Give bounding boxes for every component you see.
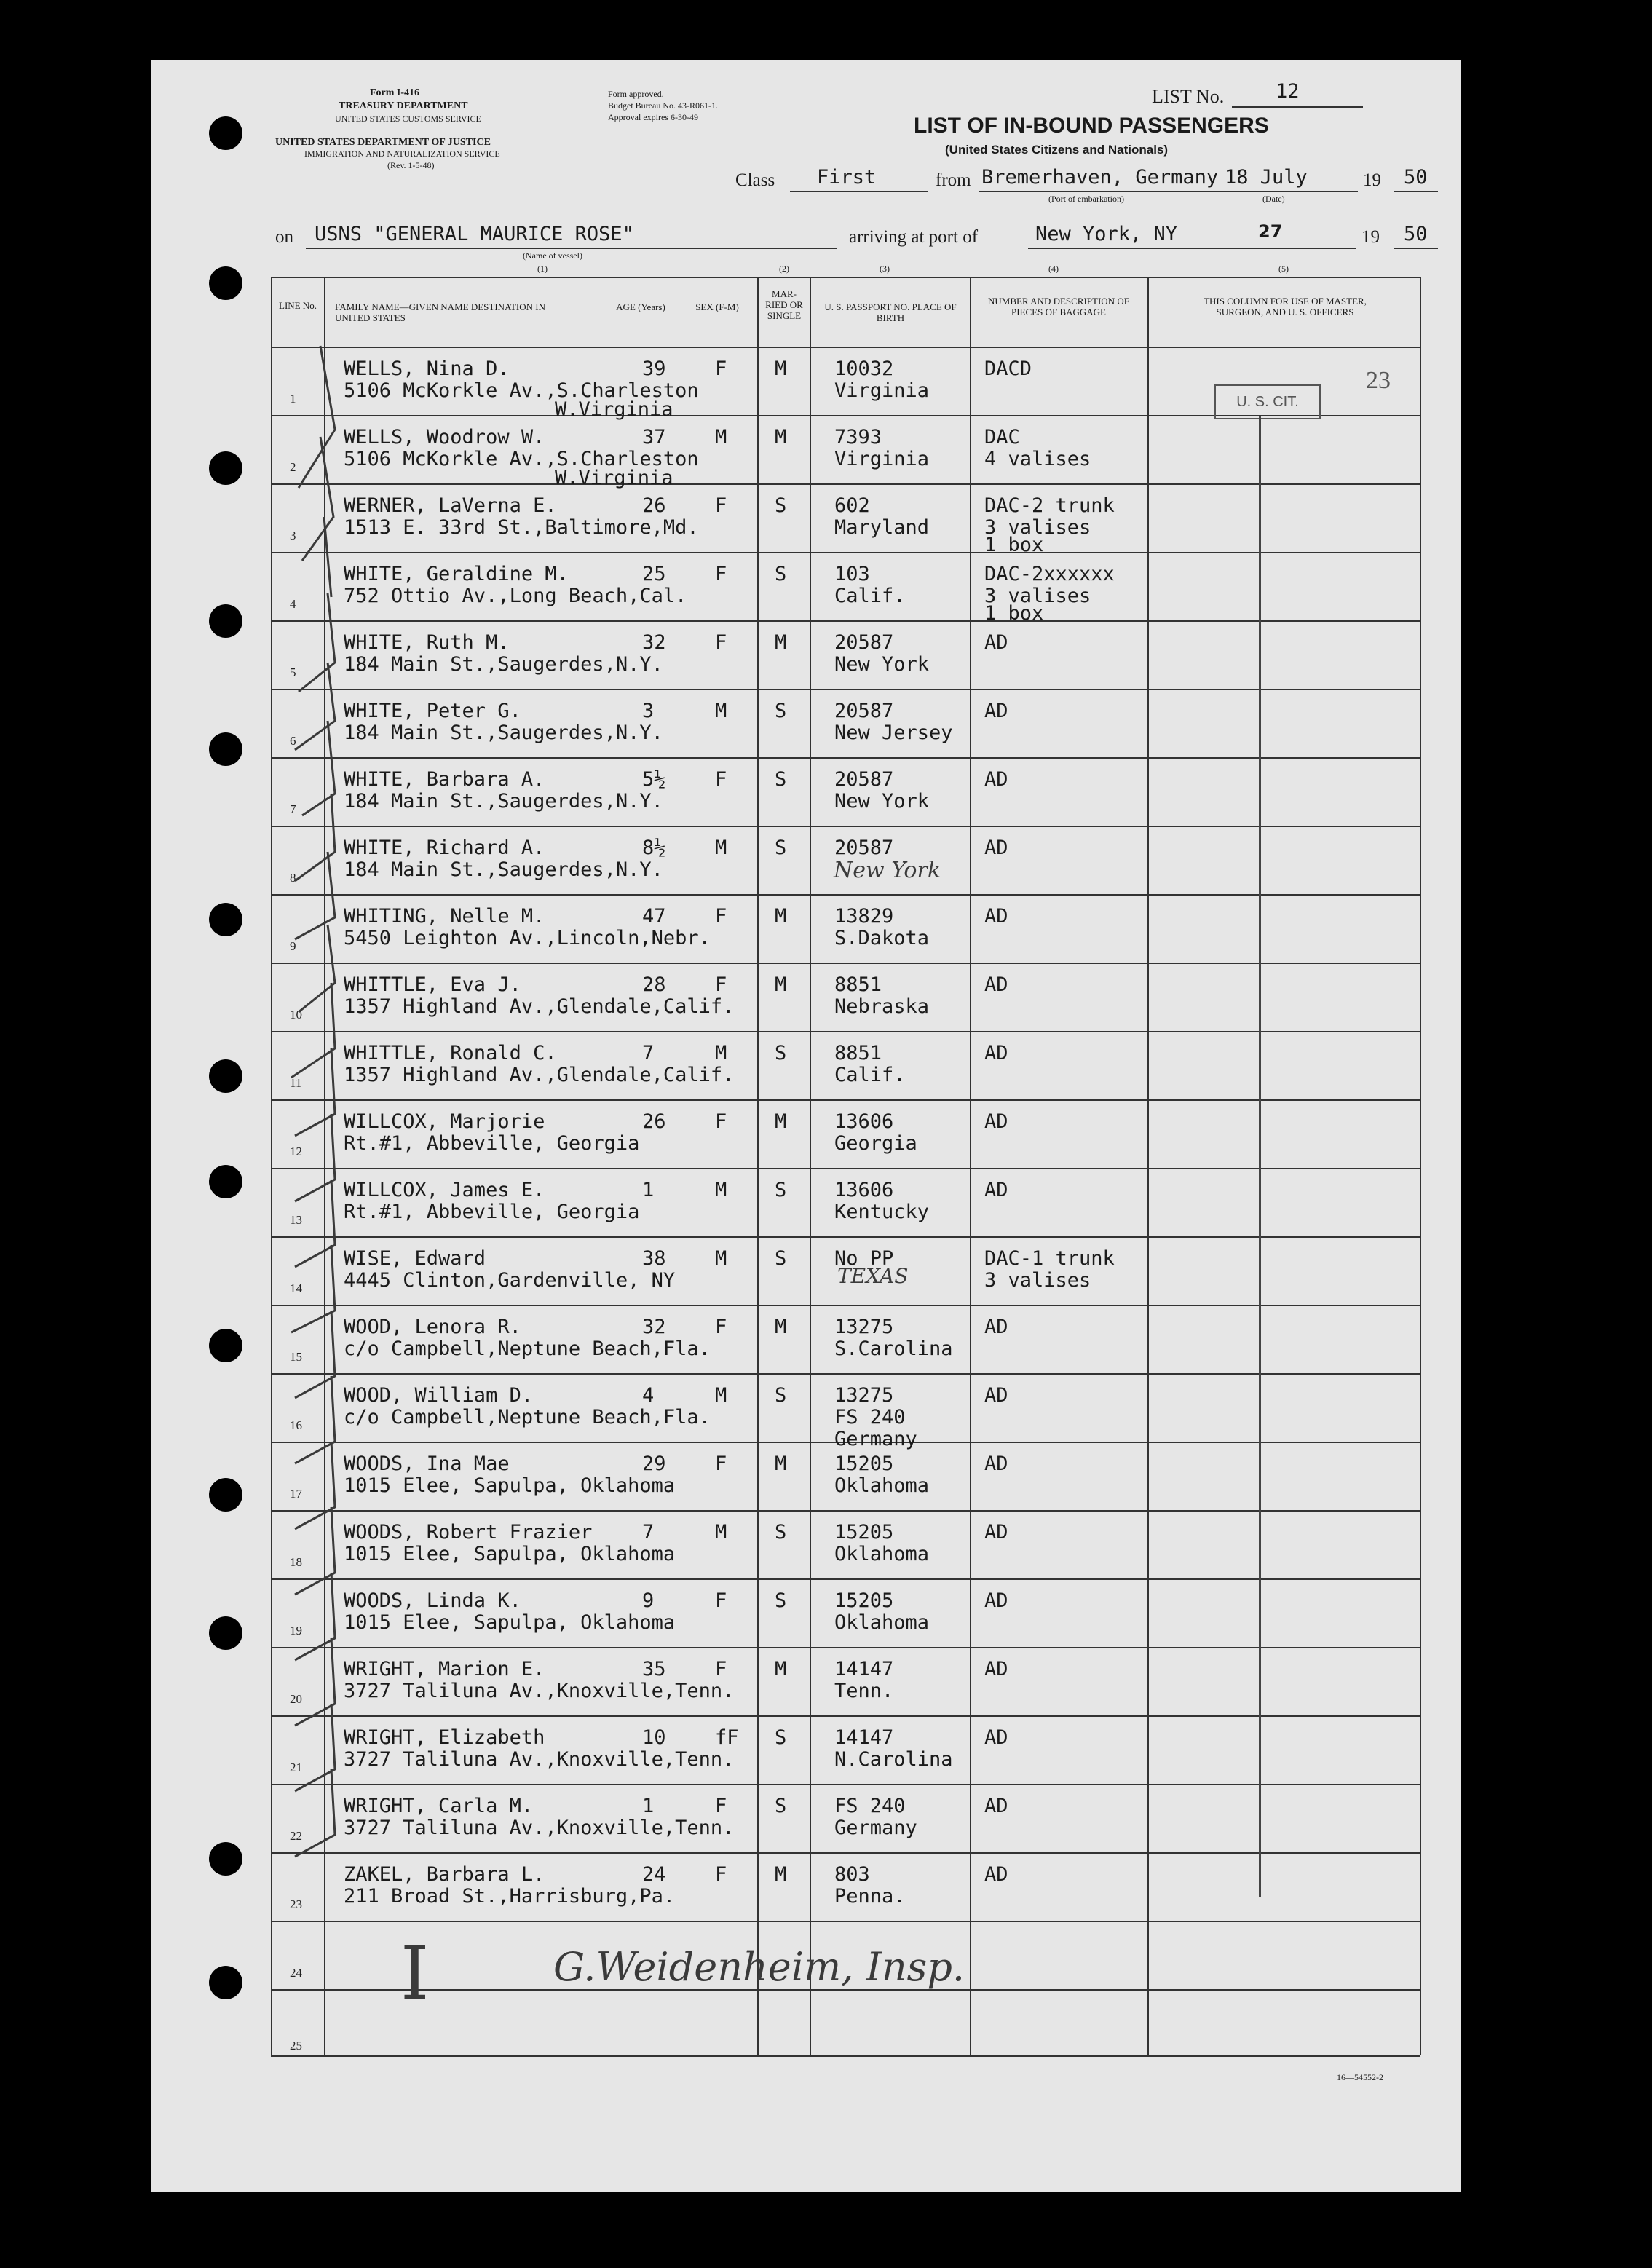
baggage: AD: [984, 1179, 1008, 1201]
line-number: 20: [290, 1692, 302, 1706]
passenger-sex: F: [715, 631, 727, 654]
line-number: 6: [290, 734, 296, 748]
col-header-baggage: NUMBER AND DESCRIPTION OF PIECES OF BAGGAGE: [988, 296, 1129, 317]
passenger-sex: F: [715, 1316, 727, 1338]
passenger-name: WOOD, William D.: [344, 1384, 534, 1407]
place-of-birth: New York: [834, 653, 930, 676]
passenger-age: 1: [642, 1795, 655, 1817]
passenger-sex: F: [715, 563, 727, 585]
ins-service: IMMIGRATION AND NATURALIZATION SERVICE: [304, 149, 500, 159]
passport-number: 803: [834, 1863, 870, 1886]
passenger-age: 8½: [642, 837, 666, 859]
passenger-sex: M: [715, 1247, 727, 1270]
passenger-name: WHITE, Richard A.: [344, 837, 545, 859]
baggage: DAC-1 trunk: [984, 1247, 1115, 1270]
place-of-birth: New Jersey: [834, 722, 953, 744]
passenger-name: WELLS, Woodrow W.: [344, 426, 545, 449]
passenger-address: 3727 Taliluna Av.,Knoxville,Tenn.: [344, 1680, 735, 1702]
baggage: AD: [984, 1589, 1008, 1612]
marital-status: M: [775, 426, 787, 449]
col-header-age: AGE (Years): [616, 301, 665, 312]
binder-hole: [209, 1329, 242, 1362]
passenger-address: 1015 Elee, Sapulpa, Oklahoma: [344, 1611, 676, 1634]
baggage-2: 3 valises: [984, 585, 1091, 607]
approval-expires: Approval expires 6-30-49: [608, 112, 698, 122]
passenger-address: 5106 McKorkle Av.,S.Charleston: [344, 448, 699, 470]
passenger-name: WOODS, Linda K.: [344, 1589, 521, 1612]
place-of-birth: Oklahoma: [834, 1611, 930, 1634]
column-index-4: (4): [1048, 264, 1059, 274]
class-value: First: [817, 166, 877, 189]
passport-number: FS 240: [834, 1795, 906, 1817]
passenger-name: WHITING, Nelle M.: [344, 905, 545, 928]
passenger-age: 29: [642, 1453, 666, 1475]
passport-number: 103: [834, 563, 870, 585]
marital-status: M: [775, 973, 787, 996]
passenger-name: WHITE, Ruth M.: [344, 631, 510, 654]
passenger-name: WHITTLE, Ronald C.: [344, 1042, 557, 1064]
passenger-sex: M: [715, 1384, 727, 1407]
place-of-birth-2: Germany: [834, 1428, 917, 1450]
line-number: 3: [290, 529, 296, 542]
line-number: 8: [290, 871, 296, 885]
passenger-sex: M: [715, 700, 727, 722]
vessel-name: USNS "GENERAL MAURICE ROSE": [315, 223, 634, 245]
passenger-address: Rt.#1, Abbeville, Georgia: [344, 1132, 640, 1155]
passenger-age: 7: [642, 1042, 655, 1064]
passenger-sex: M: [715, 1179, 727, 1201]
passenger-age: 39: [642, 357, 666, 380]
line-number: 9: [290, 939, 296, 953]
column-index-5: (5): [1278, 264, 1289, 274]
port-embarkation-caption: (Port of embarkation): [1048, 194, 1124, 204]
passenger-address: 3727 Taliluna Av.,Knoxville,Tenn.: [344, 1748, 735, 1771]
baggage: AD: [984, 905, 1008, 928]
baggage: AD: [984, 1658, 1008, 1680]
handwritten-birthplace: New York: [834, 858, 941, 883]
line-number: 12: [290, 1145, 302, 1158]
line-number: 14: [290, 1281, 302, 1295]
passenger-name: WOODS, Ina Mae: [344, 1453, 510, 1475]
baggage: AD: [984, 1384, 1008, 1407]
passenger-name: WRIGHT, Marion E.: [344, 1658, 545, 1680]
passport-number: 13275: [834, 1316, 894, 1338]
passenger-sex: M: [715, 837, 727, 859]
passenger-sex: F: [715, 1658, 727, 1680]
passport-number: 15205: [834, 1453, 894, 1475]
binder-hole: [209, 732, 242, 766]
passenger-address: 3727 Taliluna Av.,Knoxville,Tenn.: [344, 1817, 735, 1839]
passenger-address: c/o Campbell,Neptune Beach,Fla.: [344, 1338, 711, 1360]
inspector-signature: G.Weidenheim, Insp.: [553, 1944, 965, 1990]
marital-status: S: [775, 768, 787, 791]
list-no-label: LIST No.: [1152, 86, 1225, 107]
passenger-sex: F: [715, 1453, 727, 1475]
baggage: AD: [984, 1521, 1008, 1544]
marital-status: M: [775, 1110, 787, 1133]
passenger-age: 38: [642, 1247, 666, 1270]
passenger-age: 7: [642, 1521, 655, 1544]
passenger-sex: F: [715, 1863, 727, 1886]
year-prefix: 19: [1363, 170, 1381, 190]
marital-status: M: [775, 357, 787, 380]
passenger-age: 4: [642, 1384, 655, 1407]
line-number: 21: [290, 1761, 302, 1774]
line-number: 17: [290, 1487, 302, 1501]
place-of-birth: FS 240: [834, 1406, 906, 1429]
embarkation-date: 18 July: [1225, 166, 1308, 189]
revision: (Rev. 1-5-48): [387, 160, 435, 170]
passport-number: 8851: [834, 973, 882, 996]
handwritten-texas: TEXAS: [837, 1264, 909, 1288]
checkmark-column: [291, 342, 357, 1908]
port-of-embarkation: Bremerhaven, Germany: [981, 166, 1219, 189]
marital-status: M: [775, 1863, 787, 1886]
list-no-value: 12: [1276, 80, 1300, 103]
passenger-address-2: W.Virginia: [555, 398, 673, 421]
passenger-address: 1357 Highland Av.,Glendale,Calif.: [344, 995, 735, 1018]
marital-status: S: [775, 700, 787, 722]
passenger-name: WERNER, LaVerna E.: [344, 494, 557, 517]
marital-status: S: [775, 1247, 787, 1270]
marital-status: S: [775, 1521, 787, 1544]
place-of-birth: Kentucky: [834, 1201, 930, 1223]
place-of-birth: Germany: [834, 1817, 917, 1839]
passenger-name: WHITE, Barbara A.: [344, 768, 545, 791]
binder-hole: [209, 451, 242, 485]
passenger-age: 26: [642, 494, 666, 517]
from-label: from: [936, 170, 971, 190]
form-number: Form I-416: [370, 87, 420, 98]
line-number: 5: [290, 665, 296, 679]
marital-status: S: [775, 1795, 787, 1817]
col-header-sex: SEX (F-M): [695, 301, 739, 312]
year-value: 50: [1404, 166, 1428, 189]
marital-status: S: [775, 837, 787, 859]
passport-number: 13606: [834, 1110, 894, 1133]
passenger-name: WOOD, Lenora R.: [344, 1316, 521, 1338]
marital-status: S: [775, 563, 787, 585]
arrival-date: 27: [1258, 221, 1283, 242]
passenger-address: 5450 Leighton Av.,Lincoln,Nebr.: [344, 927, 711, 949]
passenger-name: WELLS, Nina D.: [344, 357, 510, 380]
passenger-address: 184 Main St.,Saugerdes,N.Y.: [344, 722, 663, 744]
passenger-address: 184 Main St.,Saugerdes,N.Y.: [344, 790, 663, 813]
us-citizen-stamp: U. S. CIT.: [1214, 384, 1321, 419]
baggage: AD: [984, 1316, 1008, 1338]
passenger-sex: M: [715, 1521, 727, 1544]
passport-number: 602: [834, 494, 870, 517]
marital-status: S: [775, 1042, 787, 1064]
place-of-birth: Oklahoma: [834, 1474, 930, 1497]
document-title: LIST OF IN-BOUND PASSENGERS: [914, 114, 1269, 138]
binder-hole: [209, 604, 242, 638]
place-of-birth: N.Carolina: [834, 1748, 953, 1771]
line-number: 7: [290, 802, 296, 816]
passenger-address: 184 Main St.,Saugerdes,N.Y.: [344, 858, 663, 881]
binder-hole: [209, 1616, 242, 1650]
year2-prefix: 19: [1361, 227, 1380, 247]
baggage: AD: [984, 973, 1008, 996]
marital-status: M: [775, 1453, 787, 1475]
baggage-3: 1 box: [984, 534, 1044, 556]
binder-hole: [209, 1165, 242, 1198]
passenger-sex: F: [715, 1110, 727, 1133]
passenger-age: 9: [642, 1589, 655, 1612]
binder-hole: [209, 903, 242, 936]
customs-service: UNITED STATES CUSTOMS SERVICE: [335, 114, 481, 124]
passenger-age: 47: [642, 905, 666, 928]
line-number: 13: [290, 1213, 302, 1227]
marital-status: M: [775, 1316, 787, 1338]
line-number: 2: [290, 460, 296, 474]
binder-hole: [209, 1059, 242, 1093]
date-caption: (Date): [1262, 194, 1285, 204]
passenger-sex: F: [715, 905, 727, 928]
marital-status: M: [775, 1658, 787, 1680]
baggage: AD: [984, 1110, 1008, 1133]
justice-dept: UNITED STATES DEPARTMENT OF JUSTICE: [275, 137, 491, 148]
passenger-address: 1513 E. 33rd St.,Baltimore,Md.: [344, 516, 699, 539]
baggage: AD: [984, 1726, 1008, 1749]
passenger-sex: fF: [715, 1726, 739, 1749]
baggage: AD: [984, 700, 1008, 722]
passenger-age: 35: [642, 1658, 666, 1680]
year2-value: 50: [1404, 223, 1428, 245]
line-number: 10: [290, 1008, 302, 1022]
passenger-sex: F: [715, 973, 727, 996]
passenger-name: WILLCOX, James E.: [344, 1179, 545, 1201]
baggage: DAC: [984, 426, 1020, 449]
passenger-name: WISE, Edward: [344, 1247, 486, 1270]
passenger-address: c/o Campbell,Neptune Beach,Fla.: [344, 1406, 711, 1429]
passenger-sex: F: [715, 357, 727, 380]
document-subtitle: (United States Citizens and Nationals): [945, 143, 1169, 157]
passport-number: 20587: [834, 768, 894, 791]
place-of-birth: New York: [834, 790, 930, 813]
passenger-sex: F: [715, 1589, 727, 1612]
place-of-birth: Calif.: [834, 585, 906, 607]
place-of-birth: S.Dakota: [834, 927, 930, 949]
column-index-2: (2): [779, 264, 789, 274]
marital-status: M: [775, 631, 787, 654]
passenger-age: 24: [642, 1863, 666, 1886]
passenger-address: 5106 McKorkle Av.,S.Charleston: [344, 379, 699, 402]
passport-number: 15205: [834, 1589, 894, 1612]
baggage: AD: [984, 1042, 1008, 1064]
passenger-age: 37: [642, 426, 666, 449]
place-of-birth: Nebraska: [834, 995, 930, 1018]
place-of-birth: Oklahoma: [834, 1543, 930, 1565]
line-number: 15: [290, 1350, 302, 1364]
passport-number: 20587: [834, 837, 894, 859]
binder-hole: [209, 1966, 242, 1999]
place-of-birth: Calif.: [834, 1064, 906, 1086]
line-number: 19: [290, 1624, 302, 1637]
baggage: AD: [984, 1795, 1008, 1817]
passport-number: 13606: [834, 1179, 894, 1201]
budget-bureau: Budget Bureau No. 43-R061-1.: [608, 100, 718, 111]
line-number: 25: [290, 2039, 302, 2052]
stamp-count: 23: [1366, 367, 1391, 394]
baggage-2: 3 valises: [984, 516, 1091, 539]
arrival-port: New York, NY: [1035, 223, 1178, 245]
marital-status: S: [775, 1726, 787, 1749]
passport-number: 7393: [834, 426, 882, 449]
passenger-address: Rt.#1, Abbeville, Georgia: [344, 1201, 640, 1223]
marital-status: S: [775, 1384, 787, 1407]
baggage: DAC-2 trunk: [984, 494, 1115, 517]
passport-number: 13275: [834, 1384, 894, 1407]
passenger-age: 28: [642, 973, 666, 996]
passenger-name: WRIGHT, Elizabeth: [344, 1726, 545, 1749]
passenger-age: 10: [642, 1726, 666, 1749]
passenger-sex: M: [715, 1042, 727, 1064]
passenger-name: WOODS, Robert Frazier: [344, 1521, 593, 1544]
baggage: DAC-2xxxxxx: [984, 563, 1115, 585]
passport-number: 20587: [834, 631, 894, 654]
passenger-address: 1015 Elee, Sapulpa, Oklahoma: [344, 1543, 676, 1565]
passenger-age: 3: [642, 700, 655, 722]
passport-number: 14147: [834, 1658, 894, 1680]
place-of-birth: Virginia: [834, 448, 930, 470]
baggage: AD: [984, 631, 1008, 654]
passport-number: 8851: [834, 1042, 882, 1064]
passenger-age: 25: [642, 563, 666, 585]
place-of-birth: Georgia: [834, 1132, 917, 1155]
baggage-2: 4 valises: [984, 448, 1091, 470]
marital-status: S: [775, 494, 787, 517]
marital-status: S: [775, 1589, 787, 1612]
binder-hole: [209, 116, 242, 150]
passenger-address: 752 Ottio Av.,Long Beach,Cal.: [344, 585, 687, 607]
baggage: DACD: [984, 357, 1032, 380]
passenger-age: 32: [642, 1316, 666, 1338]
footer-code: 16—54552-2: [1337, 2072, 1383, 2082]
place-of-birth: S.Carolina: [834, 1338, 953, 1360]
passenger-name: WHITTLE, Eva J.: [344, 973, 521, 996]
handwritten-roman-numeral: I: [400, 1931, 430, 2016]
column-index-3: (3): [880, 264, 890, 274]
passport-number: No PP: [834, 1247, 894, 1270]
line-number: 1: [290, 392, 296, 406]
passenger-address: 1357 Highland Av.,Glendale,Calif.: [344, 1064, 735, 1086]
passenger-name: WHITE, Geraldine M.: [344, 563, 569, 585]
officer-column-line: [1259, 416, 1261, 1897]
passenger-address-2: W.Virginia: [555, 467, 673, 489]
col-header-name: FAMILY NAME—GIVEN NAME DESTINATION IN UNITED STATES: [335, 301, 546, 323]
place-of-birth: Maryland: [834, 516, 930, 539]
col-header-passport: U. S. PASSPORT NO. PLACE OF BIRTH: [824, 301, 957, 323]
line-number: 16: [290, 1418, 302, 1432]
passenger-sex: M: [715, 426, 727, 449]
place-of-birth: Penna.: [834, 1885, 906, 1908]
passenger-age: 32: [642, 631, 666, 654]
passenger-name: WRIGHT, Carla M.: [344, 1795, 534, 1817]
passenger-sex: F: [715, 494, 727, 517]
vessel-caption: (Name of vessel): [523, 250, 582, 261]
col-header-line: LINE No.: [279, 300, 317, 311]
binder-hole: [209, 266, 242, 300]
binder-hole: [209, 1842, 242, 1876]
treasury-dept: TREASURY DEPARTMENT: [339, 100, 468, 111]
passenger-age: 26: [642, 1110, 666, 1133]
line-number: 18: [290, 1555, 302, 1569]
form-approved: Form approved.: [608, 89, 664, 99]
passport-number: 15205: [834, 1521, 894, 1544]
passenger-sex: F: [715, 768, 727, 791]
line-number: 11: [290, 1076, 302, 1090]
passenger-address: 184 Main St.,Saugerdes,N.Y.: [344, 653, 663, 676]
place-of-birth: Virginia: [834, 379, 930, 402]
passenger-address: 1015 Elee, Sapulpa, Oklahoma: [344, 1474, 676, 1497]
baggage: AD: [984, 768, 1008, 791]
place-of-birth: Tenn.: [834, 1680, 894, 1702]
marital-status: S: [775, 1179, 787, 1201]
arriving-label: arriving at port of: [849, 227, 979, 247]
baggage-2: 3 valises: [984, 1269, 1091, 1292]
col-header-officers: THIS COLUMN FOR USE OF MASTER, SURGEON, AND U. S. OFFICERS: [1204, 296, 1367, 317]
passenger-sex: F: [715, 1795, 727, 1817]
passenger-age: 1: [642, 1179, 655, 1201]
passport-number: 13829: [834, 905, 894, 928]
col-header-married: MAR-RIED OR SINGLE: [765, 288, 803, 321]
line-number: 24: [290, 1966, 302, 1980]
passenger-age: 5½: [642, 768, 666, 791]
line-number: 4: [290, 597, 296, 611]
passenger-name: ZAKEL, Barbara L.: [344, 1863, 545, 1886]
line-number: 22: [290, 1829, 302, 1843]
passenger-address: 4445 Clinton,Gardenville, NY: [344, 1269, 676, 1292]
on-label: on: [275, 227, 293, 247]
baggage: AD: [984, 1863, 1008, 1886]
passport-number: 20587: [834, 700, 894, 722]
passenger-address: 211 Broad St.,Harrisburg,Pa.: [344, 1885, 676, 1908]
baggage: AD: [984, 1453, 1008, 1475]
line-number: 23: [290, 1897, 302, 1911]
marital-status: M: [775, 905, 787, 928]
baggage: AD: [984, 837, 1008, 859]
class-label: Class: [735, 170, 775, 190]
passenger-name: WHITE, Peter G.: [344, 700, 521, 722]
column-index-1: (1): [537, 264, 548, 274]
passenger-name: WILLCOX, Marjorie: [344, 1110, 545, 1133]
baggage-3: 1 box: [984, 602, 1044, 625]
passport-number: 10032: [834, 357, 894, 380]
passport-number: 14147: [834, 1726, 894, 1749]
binder-hole: [209, 1478, 242, 1512]
